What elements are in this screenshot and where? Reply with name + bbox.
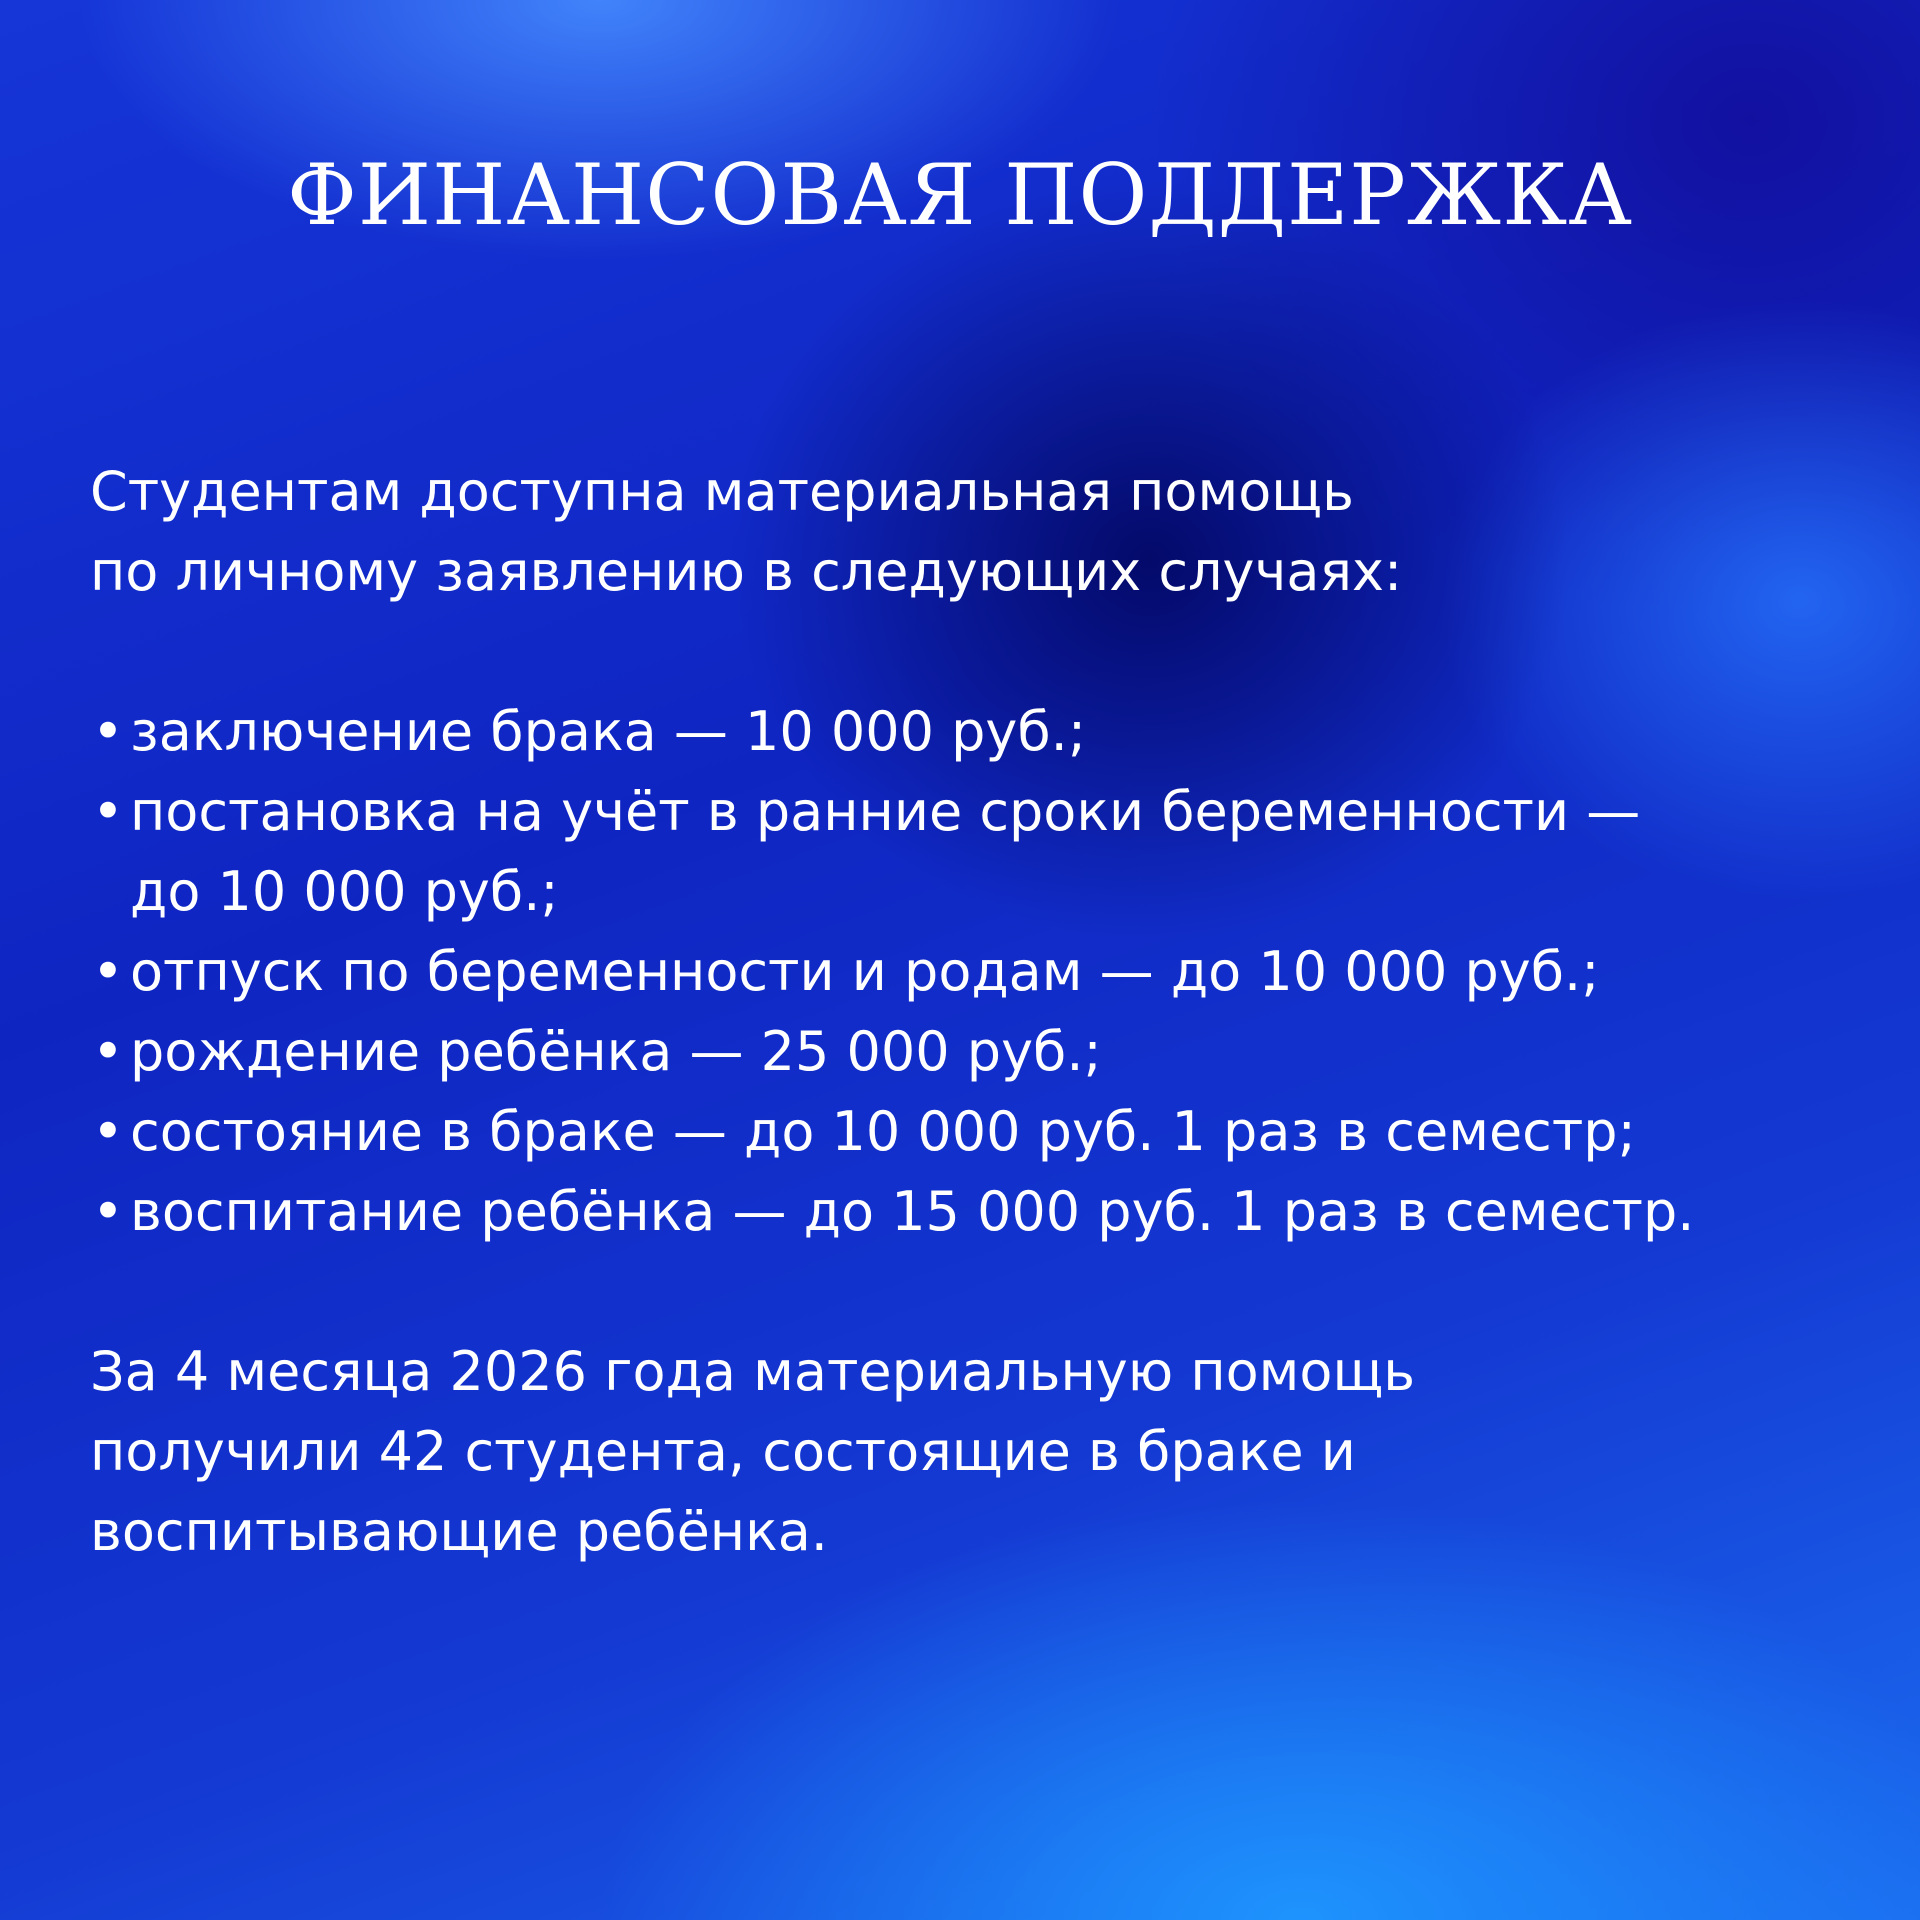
list-item: [90, 772, 1880, 932]
list-item-text: постановка на учёт в ранние сроки беременности —: [130, 780, 1641, 843]
list-item-text: состояние в браке — до 10 000 руб. 1 раз в семестр;: [130, 1100, 1636, 1163]
content-block: [90, 452, 1880, 1572]
outro-line: За 4 месяца 2026 года материальную помощь: [90, 1340, 1416, 1403]
list-item: [90, 1172, 1880, 1252]
bullet-icon: •: [92, 940, 124, 1003]
outro-paragraph: [90, 1332, 1880, 1572]
intro-line: по личному заявлению в следующих случаях:: [90, 540, 1403, 603]
list-item-text: отпуск по беременности и родам — до 10 000 руб.;: [130, 940, 1600, 1003]
list-item: [90, 1012, 1880, 1092]
bullet-icon: •: [92, 780, 124, 843]
outro-line: воспитывающие ребёнка.: [90, 1500, 828, 1563]
bullet-icon: •: [92, 700, 124, 763]
list-item-text: заключение брака — 10 000 руб.;: [130, 700, 1087, 763]
list-item: [90, 932, 1880, 1012]
list-item: [90, 692, 1880, 772]
outro-line: получили 42 студента, состоящие в браке и: [90, 1420, 1356, 1483]
list-item-text-continued: до 10 000 руб.;: [130, 860, 559, 923]
bullet-icon: •: [92, 1180, 124, 1243]
support-list: [90, 692, 1880, 1252]
intro-line: Студентам доступна материальная помощь: [90, 460, 1354, 523]
list-item: [90, 1092, 1880, 1172]
intro-paragraph: [90, 452, 1880, 612]
list-item-text: рождение ребёнка — 25 000 руб.;: [130, 1020, 1102, 1083]
bullet-icon: •: [92, 1100, 124, 1163]
page-title: ФИНАНСОВАЯ ПОДДЕРЖКА: [287, 146, 1633, 244]
bullet-icon: •: [92, 1020, 124, 1083]
list-item-text: воспитание ребёнка — до 15 000 руб. 1 раз в семестр.: [130, 1180, 1695, 1243]
